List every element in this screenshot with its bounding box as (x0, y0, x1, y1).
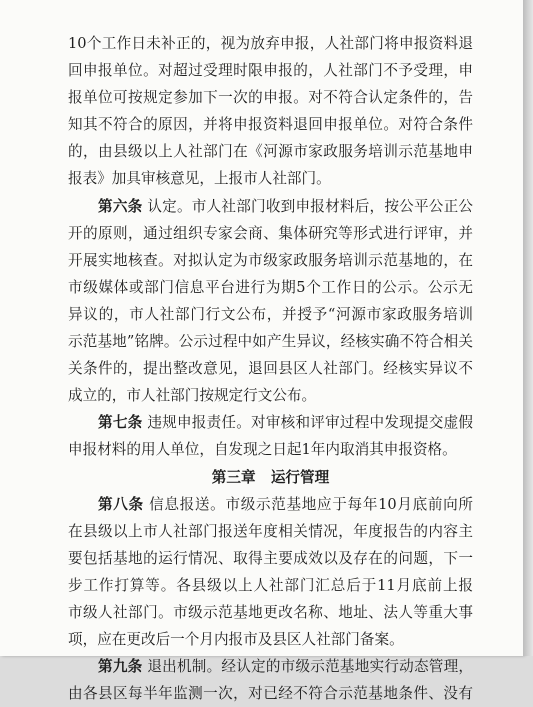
article-8-heading-line (68, 491, 473, 518)
article-keyword: 信息报送。 (149, 495, 226, 513)
article-number: 第八条 (98, 495, 144, 513)
text-line: 示范基地”铭牌。公示过程中如产生异议，经核实确不符合相关 (68, 333, 473, 351)
text-line: 开的原则，通过组织专家会商、集体研究等形式进行评审，并 (68, 224, 473, 242)
article-keyword: 退出机制。 (147, 658, 222, 676)
text-line: 项，应在更改后一个月内报市及县区人社部门备案。 (68, 631, 404, 649)
text-line: 关条件的，提出整改意见，退回县区人社部门。经核实异议不 (68, 360, 473, 378)
text-line: 开展实地核查。对拟认定为市级家政服务培训示范基地的，在 (68, 251, 473, 269)
article-number: 第九条 (98, 658, 143, 676)
article-number: 第六条 (98, 197, 143, 215)
text-span: 对审核和评审过程中发现提交虚假 (251, 414, 473, 432)
chapter-title: 运行管理 (270, 468, 330, 486)
text-line: 市级媒体或部门信息平台进行为期5个工作日的公示。公示无 (68, 278, 473, 296)
text-span: 经认定的市级示范基地实行动态管理， (221, 658, 473, 676)
text-line: 步工作打算等。各县级以上人社部门汇总后于11月底前上报 (68, 576, 473, 594)
text-line: 报表》加具审核意见，上报市人社部门。 (68, 170, 331, 188)
text-line: 报单位可按规定参加下一次的申报。对不符合认定条件的，告 (68, 89, 473, 107)
text-span: 市人社部门收到申报材料后，按公平公正公 (191, 197, 473, 215)
text-line: 回申报单位。对超过受理时限申报的，人社部门不予受理，申 (68, 62, 473, 80)
article-9-heading-line (68, 653, 473, 680)
text-line: 申报材料的用人单位，自发现之日起1年内取消其申报资格。 (68, 441, 457, 459)
page-edge-shadow (523, 0, 533, 656)
article-number: 第七条 (98, 414, 143, 432)
document-body (68, 30, 473, 707)
text-line: 在县级以上市人社部门报送年度相关情况，年度报告的内容主 (68, 522, 473, 540)
chapter-heading (68, 464, 473, 491)
text-line: 要包括基地的运行情况、取得主要成效以及存在的问题，下一 (68, 549, 473, 567)
text-line: 成立的，市人社部门按规定行文公布。 (68, 387, 317, 405)
article-7-heading-line (68, 409, 473, 436)
text-span: 市级示范基地应于每年10月底前向所 (225, 495, 473, 513)
article-6-heading-line (68, 193, 473, 220)
text-line: 市级人社部门。市级示范基地更改名称、地址、法人等重大事 (68, 603, 473, 621)
text-line: 知其不符合的原因，并将申报资料退回申报单位。对符合条件 (68, 116, 473, 134)
chapter-number: 第三章 (211, 468, 256, 486)
text-line: 由各县区每半年监测一次，对已经不符合示范基地条件、没有 (68, 685, 473, 703)
article-keyword: 违规申报责任。 (147, 414, 252, 432)
text-line: 10个工作日未补正的，视为放弃申报，人社部门将申报资料退 (68, 35, 473, 52)
text-line: 异议的，市人社部门行文公布，并授予“河源市家政服务培训 (68, 305, 473, 323)
article-keyword: 认定。 (147, 197, 192, 215)
text-line: 的，由县级以上人社部门在《河源市家政服务培训示范基地申 (68, 143, 473, 161)
